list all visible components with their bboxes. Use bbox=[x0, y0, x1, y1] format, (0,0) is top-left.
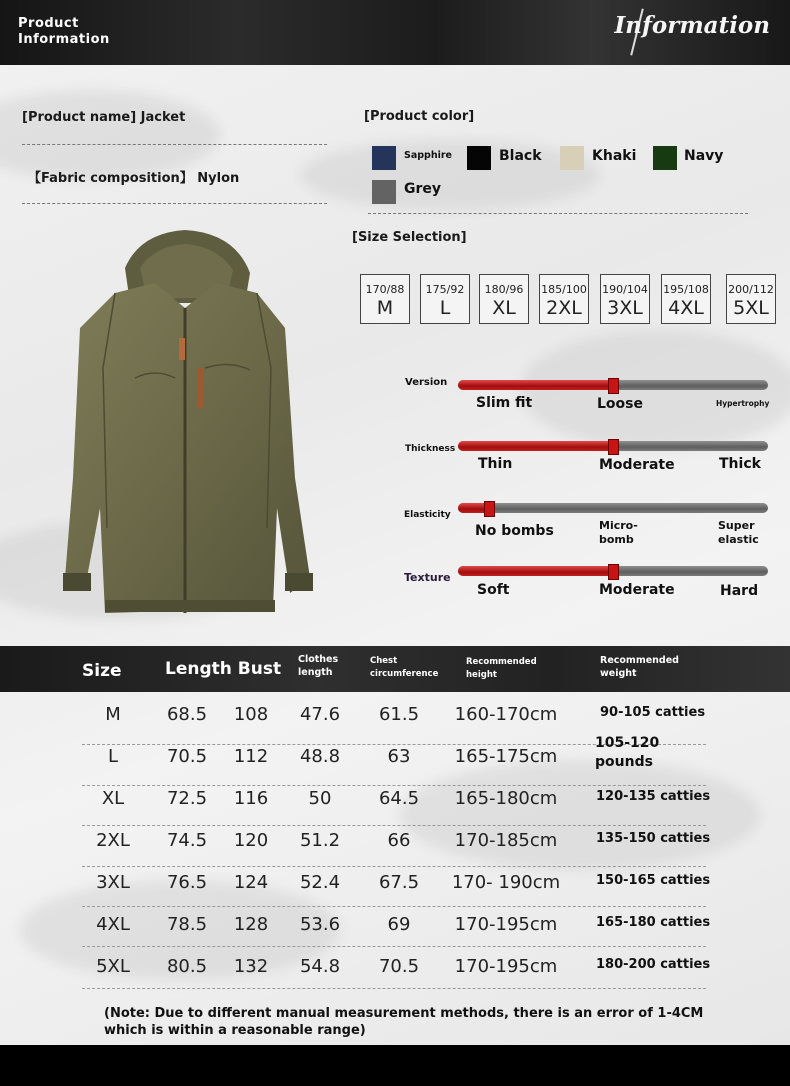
cell-clothes: 48.8 bbox=[299, 746, 341, 767]
size-cm: 185/100 bbox=[541, 283, 587, 296]
cell-clothes: 53.6 bbox=[299, 914, 341, 935]
cell-size: M bbox=[105, 704, 121, 725]
tick-soft: Soft bbox=[477, 582, 510, 598]
page-header bbox=[0, 0, 790, 65]
cell-clothes: 51.2 bbox=[299, 830, 341, 851]
size-cm: 190/104 bbox=[602, 283, 648, 296]
cell-size: 4XL bbox=[96, 914, 130, 935]
size-option-m[interactable] bbox=[360, 274, 410, 324]
cell-height: 165-180cm bbox=[454, 788, 558, 809]
size-cm: 200/112 bbox=[728, 283, 774, 296]
color-heading: [Product color] bbox=[364, 109, 475, 124]
size-option-3xl[interactable] bbox=[600, 274, 650, 324]
cell-weight: 165-180 catties bbox=[596, 915, 711, 930]
color-swatch-navy[interactable] bbox=[653, 146, 677, 170]
size-cm: 170/88 bbox=[365, 283, 405, 296]
size-cm: 175/92 bbox=[425, 283, 465, 296]
tick-hard: Hard bbox=[720, 583, 759, 599]
cell-bust: 128 bbox=[233, 914, 269, 935]
tick-thin: Thin bbox=[478, 456, 513, 472]
cell-bust: 108 bbox=[233, 704, 269, 725]
measurement-note: (Note: Due to different manual measurement methods, there is an error of 1-4CM which is within a reasonable range) bbox=[104, 1006, 704, 1038]
tick-slim-fit: Slim fit bbox=[476, 395, 533, 411]
th-chest: Chest circumference bbox=[370, 656, 439, 679]
color-swatch-sapphire[interactable] bbox=[372, 146, 396, 170]
tick-moderate: Moderate bbox=[599, 457, 675, 473]
cell-height: 165-175cm bbox=[454, 746, 558, 767]
cell-height: 170-185cm bbox=[454, 830, 558, 851]
row-divider bbox=[82, 906, 706, 907]
cell-weight: 180-200 catties bbox=[596, 957, 711, 972]
cell-size: 2XL bbox=[96, 830, 130, 851]
row-divider bbox=[82, 988, 706, 989]
tick-no-bombs: No bombs bbox=[475, 523, 554, 539]
camo-pattern bbox=[400, 760, 760, 870]
divider bbox=[368, 213, 748, 214]
cell-size: L bbox=[107, 746, 119, 767]
size-cm: 195/108 bbox=[663, 283, 709, 296]
fabric-composition: 【Fabric composition】 Nylon bbox=[28, 171, 240, 186]
cell-weight: 120-135 catties bbox=[596, 789, 711, 804]
slider-knob bbox=[608, 439, 619, 455]
th-clothes-length: Clothes length bbox=[298, 654, 339, 678]
cell-length: 74.5 bbox=[166, 830, 208, 851]
color-swatch-grey[interactable] bbox=[372, 180, 396, 204]
cell-size: 5XL bbox=[96, 956, 130, 977]
cell-bust: 124 bbox=[233, 872, 269, 893]
cell-length: 78.5 bbox=[166, 914, 208, 935]
cell-clothes: 47.6 bbox=[299, 704, 341, 725]
color-name-grey: Grey bbox=[404, 181, 442, 197]
param-label-elasticity: Elasticity bbox=[404, 510, 451, 520]
cell-clothes: 50 bbox=[308, 788, 332, 809]
size-option-2xl[interactable] bbox=[539, 274, 589, 324]
camo-pattern bbox=[520, 330, 790, 450]
cell-chest: 64.5 bbox=[378, 788, 420, 809]
cell-chest: 61.5 bbox=[378, 704, 420, 725]
size-label: XL bbox=[492, 297, 516, 319]
row-divider bbox=[82, 785, 706, 786]
footer-bar bbox=[0, 1045, 790, 1086]
size-cm: 180/96 bbox=[484, 283, 524, 296]
param-label-version: Version bbox=[405, 377, 448, 388]
cell-clothes: 54.8 bbox=[299, 956, 341, 977]
cell-length: 70.5 bbox=[166, 746, 208, 767]
tick-thick: Thick bbox=[719, 456, 761, 472]
cell-chest: 67.5 bbox=[378, 872, 420, 893]
color-name-sapphire: Sapphire bbox=[404, 150, 453, 161]
size-label: 4XL bbox=[668, 297, 704, 319]
slider-fill bbox=[458, 441, 613, 451]
th-height: Recommended height bbox=[466, 657, 537, 680]
cell-weight: 150-165 catties bbox=[596, 873, 711, 888]
version-slider bbox=[458, 380, 768, 390]
color-swatch-black[interactable] bbox=[467, 146, 491, 170]
cell-height: 170-195cm bbox=[454, 956, 558, 977]
cell-clothes: 52.4 bbox=[299, 872, 341, 893]
divider bbox=[22, 203, 327, 204]
tick-micro-bomb: Micro- bomb bbox=[599, 519, 638, 546]
slider-fill bbox=[458, 566, 613, 576]
texture-slider bbox=[458, 566, 768, 576]
size-option-4xl[interactable] bbox=[661, 274, 711, 324]
size-label: 2XL bbox=[546, 297, 582, 319]
param-label-texture: Texture bbox=[404, 571, 451, 584]
th-size: Size bbox=[82, 661, 122, 681]
size-option-l[interactable] bbox=[420, 274, 470, 324]
size-label: 5XL bbox=[733, 297, 769, 319]
cell-chest: 70.5 bbox=[378, 956, 420, 977]
row-divider bbox=[82, 866, 706, 867]
cell-length: 76.5 bbox=[166, 872, 208, 893]
cell-chest: 66 bbox=[387, 830, 411, 851]
tick-loose: Loose bbox=[597, 396, 643, 412]
elasticity-slider bbox=[458, 503, 768, 513]
slider-knob bbox=[608, 564, 619, 580]
cell-length: 80.5 bbox=[166, 956, 208, 977]
color-name-black: Black bbox=[499, 148, 542, 164]
cell-length: 68.5 bbox=[166, 704, 208, 725]
size-label: 3XL bbox=[607, 297, 643, 319]
size-heading: [Size Selection] bbox=[352, 230, 467, 245]
cell-bust: 112 bbox=[233, 746, 269, 767]
th-weight: Recommended weight bbox=[600, 655, 679, 679]
cell-weight: 105-120 pounds bbox=[595, 735, 660, 770]
size-table-header bbox=[0, 646, 790, 692]
divider bbox=[22, 144, 327, 145]
product-name: [Product name] Jacket bbox=[22, 110, 186, 125]
cell-height: 170- 190cm bbox=[451, 872, 561, 893]
cell-chest: 63 bbox=[387, 746, 411, 767]
size-option-5xl[interactable] bbox=[726, 274, 776, 324]
th-length-bust: Length Bust bbox=[165, 659, 282, 679]
cell-bust: 116 bbox=[233, 788, 269, 809]
header-script-title: Information bbox=[614, 12, 770, 39]
param-label-thickness: Thickness bbox=[405, 444, 456, 454]
size-label: L bbox=[439, 297, 451, 319]
size-option-xl[interactable] bbox=[479, 274, 529, 324]
size-label: M bbox=[376, 297, 394, 319]
cell-size: XL bbox=[101, 788, 125, 809]
cell-height: 160-170cm bbox=[454, 704, 558, 725]
thickness-slider bbox=[458, 441, 768, 451]
tick-hypertrophy: Hypertrophy bbox=[716, 399, 770, 408]
cell-bust: 120 bbox=[233, 830, 269, 851]
header-title: Product Information bbox=[18, 16, 110, 47]
color-name-khaki: Khaki bbox=[592, 148, 637, 164]
row-divider bbox=[82, 946, 706, 947]
row-divider bbox=[82, 825, 706, 826]
cell-height: 170-195cm bbox=[454, 914, 558, 935]
tick-moderate: Moderate bbox=[599, 582, 675, 598]
cell-length: 72.5 bbox=[166, 788, 208, 809]
cell-weight: 135-150 catties bbox=[596, 831, 711, 846]
tick-super-elastic: Super elastic bbox=[718, 519, 759, 546]
slider-fill bbox=[458, 380, 613, 390]
cell-weight: 90-105 catties bbox=[600, 705, 706, 720]
slider-knob bbox=[608, 378, 619, 394]
cell-bust: 132 bbox=[233, 956, 269, 977]
color-name-navy: Navy bbox=[684, 148, 724, 164]
cell-chest: 69 bbox=[387, 914, 411, 935]
jacket-image bbox=[45, 228, 320, 623]
slider-knob bbox=[484, 501, 495, 517]
cell-size: 3XL bbox=[96, 872, 130, 893]
color-swatch-khaki[interactable] bbox=[560, 146, 584, 170]
